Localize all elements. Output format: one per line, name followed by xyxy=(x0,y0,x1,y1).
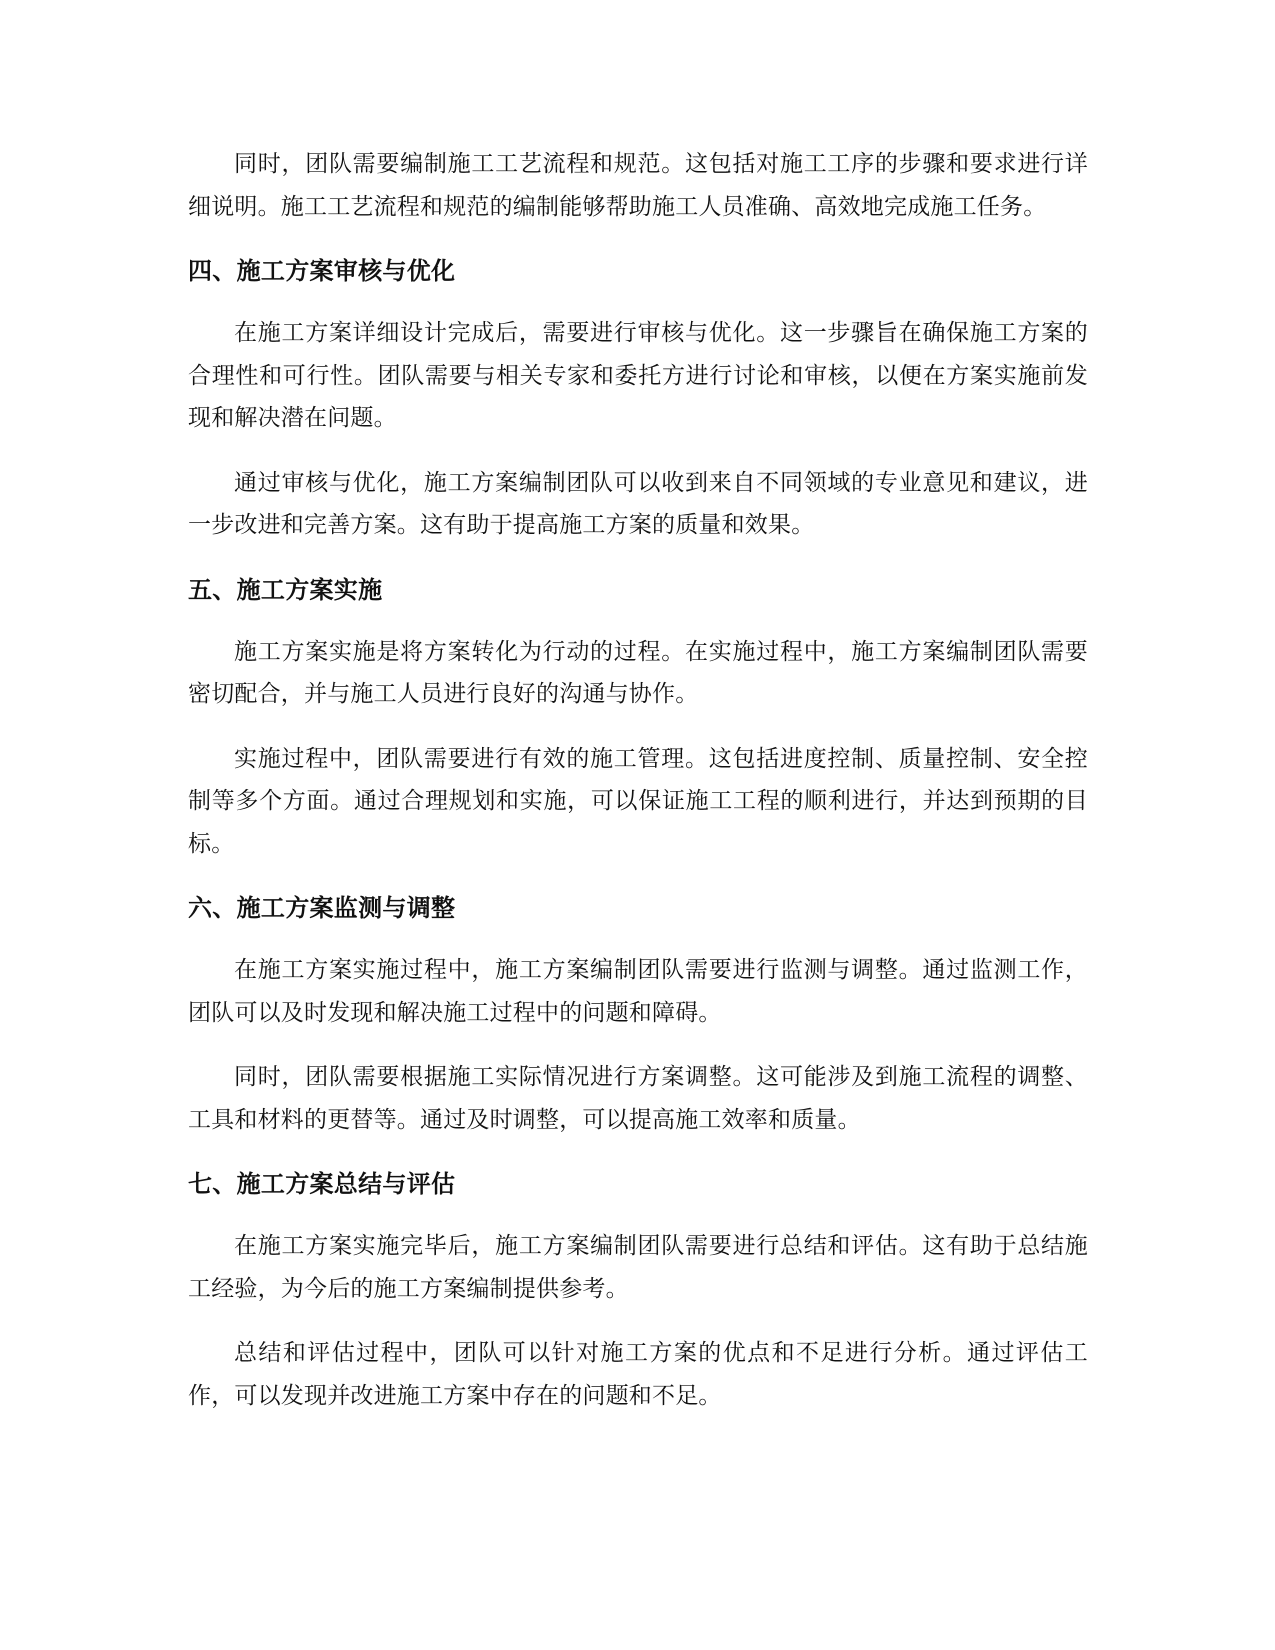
paragraph-evaluation: 总结和评估过程中，团队可以针对施工方案的优点和不足进行分析。通过评估工作，可以发现并改进施工方案中存在的问题和不足。 xyxy=(188,1340,1088,1409)
paragraph-review-intro: 在施工方案详细设计完成后，需要进行审核与优化。这一步骤旨在确保施工方案的合理性和可行性。团队需要与相关专家和委托方进行讨论和审核，以便在方案实施前发现和解决潜在问题。 xyxy=(188,320,1088,431)
heading-section-7: 七、施工方案总结与评估 xyxy=(188,1170,456,1198)
paragraph-review-benefit: 通过审核与优化，施工方案编制团队可以收到来自不同领域的专业意见和建议，进一步改进和完善方案。这有助于提高施工方案的质量和效果。 xyxy=(188,469,1088,538)
heading-section-5: 五、施工方案实施 xyxy=(188,575,383,604)
heading-section-4: 四、施工方案审核与优化 xyxy=(188,257,456,285)
paragraph-implementation-management: 实施过程中，团队需要进行有效的施工管理。这包括进度控制、质量控制、安全控制等多个方面。通过合理规划和实施，可以保证施工工程的顺利进行，并达到预期的目标。 xyxy=(188,745,1088,857)
paragraph-summary-intro: 在施工方案实施完毕后，施工方案编制团队需要进行总结和评估。这有助于总结施工经验，为今后的施工方案编制提供参考。 xyxy=(188,1233,1088,1302)
paragraph-process-spec: 同时，团队需要编制施工工艺流程和规范。这包括对施工工序的步骤和要求进行详细说明。施工工艺流程和规范的编制能够帮助施工人员准确、高效地完成施工任务。 xyxy=(188,151,1088,220)
paragraph-adjustment: 同时，团队需要根据施工实际情况进行方案调整。这可能涉及到施工流程的调整、工具和材料的更替等。通过及时调整，可以提高施工效率和质量。 xyxy=(188,1064,1088,1133)
document-body xyxy=(188,143,1088,1417)
paragraph-implementation-intro: 施工方案实施是将方案转化为行动的过程。在实施过程中，施工方案编制团队需要密切配合，并与施工人员进行良好的沟通与协作。 xyxy=(188,638,1088,707)
paragraph-monitoring-intro: 在施工方案实施过程中，施工方案编制团队需要进行监测与调整。通过监测工作，团队可以及时发现和解决施工过程中的问题和障碍。 xyxy=(188,957,1088,1026)
heading-section-6: 六、施工方案监测与调整 xyxy=(188,894,456,922)
